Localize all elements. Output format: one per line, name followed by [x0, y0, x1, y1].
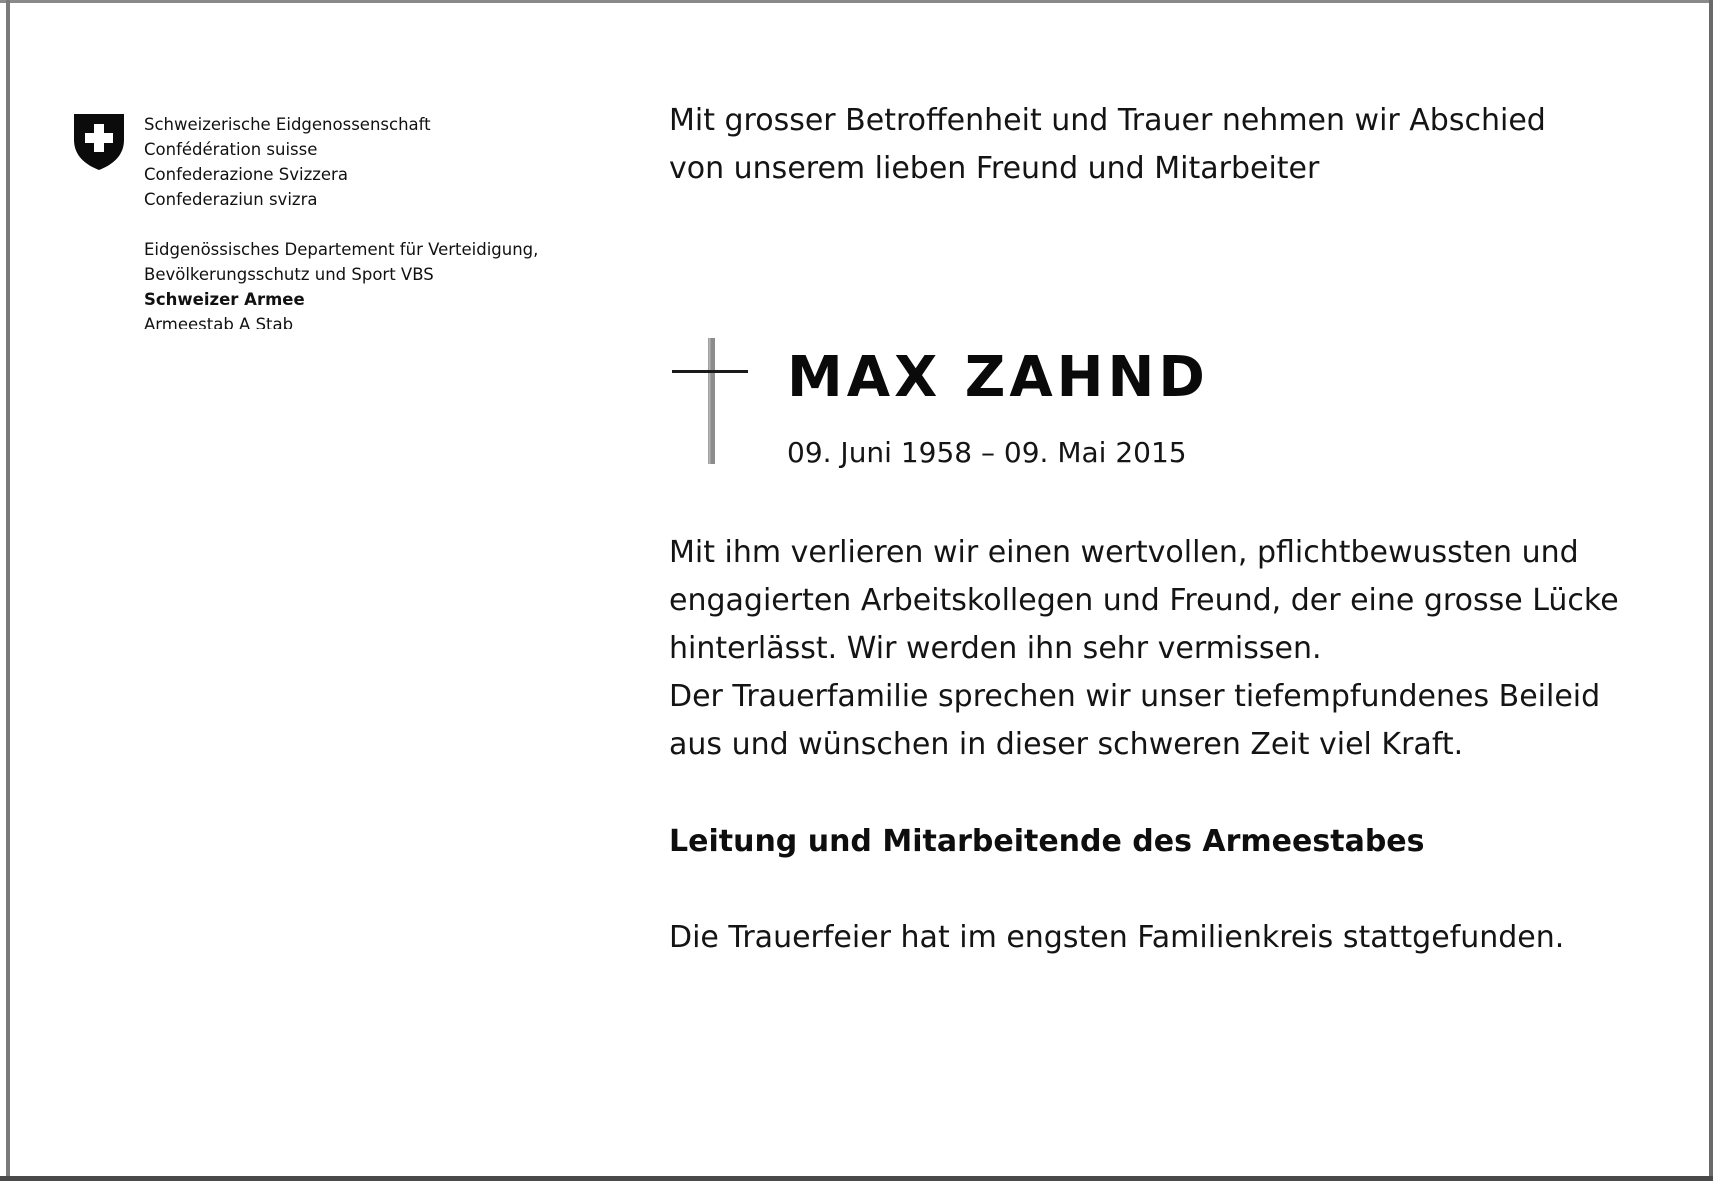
- department-line-2: Bevölkerungsschutz und Sport VBS: [144, 265, 434, 284]
- body-line-2: engagierten Arbeitskollegen und Freund, der eine grosse Lücke: [669, 583, 1619, 618]
- deceased-name: MAX ZAHND: [787, 345, 1209, 410]
- body-line-1: Mit ihm verlieren wir einen wertvollen, pflichtbewussten und: [669, 535, 1579, 570]
- page-border-left: [6, 0, 10, 1181]
- intro-text: [669, 97, 1649, 193]
- department-staff: Armeestab A Stab: [144, 315, 294, 329]
- department-army: Schweizer Armee: [144, 290, 305, 309]
- life-dates: 09. Juni 1958 – 09. Mai 2015: [787, 436, 1187, 469]
- confederation-name-fr: Confédération suisse: [144, 140, 318, 159]
- page-border-top: [0, 0, 1713, 3]
- intro-line-1: Mit grosser Betroffenheit und Trauer nehmen wir Abschied: [669, 103, 1546, 138]
- body-line-4: Der Trauerfamilie sprechen wir unser tiefempfundenes Beileid: [669, 679, 1601, 714]
- department-line-1: Eidgenössisches Departement für Verteidigung,: [144, 240, 539, 259]
- department-block: [144, 237, 538, 329]
- condolence-text: [669, 529, 1619, 769]
- body-line-5: aus und wünschen in dieser schweren Zeit viel Kraft.: [669, 727, 1464, 762]
- body-line-3: hinterlässt. Wir werden ihn sehr vermissen.: [669, 631, 1322, 666]
- memorial-cross-icon: [672, 338, 752, 466]
- intro-line-2: von unserem lieben Freund und Mitarbeiter: [669, 151, 1320, 186]
- confederation-names: [144, 112, 431, 212]
- swiss-cross-shield-icon: [72, 110, 126, 172]
- confederation-name-rm: Confederaziun svizra: [144, 190, 318, 209]
- page-border-bottom: [0, 1176, 1713, 1181]
- confederation-name-it: Confederazione Svizzera: [144, 165, 348, 184]
- confederation-name-de: Schweizerische Eidgenossenschaft: [144, 115, 431, 134]
- signature: Leitung und Mitarbeitende des Armeestabes: [669, 824, 1425, 859]
- closing-note: Die Trauerfeier hat im engsten Familienkreis stattgefunden.: [669, 920, 1565, 955]
- page-border-right: [1709, 0, 1713, 1181]
